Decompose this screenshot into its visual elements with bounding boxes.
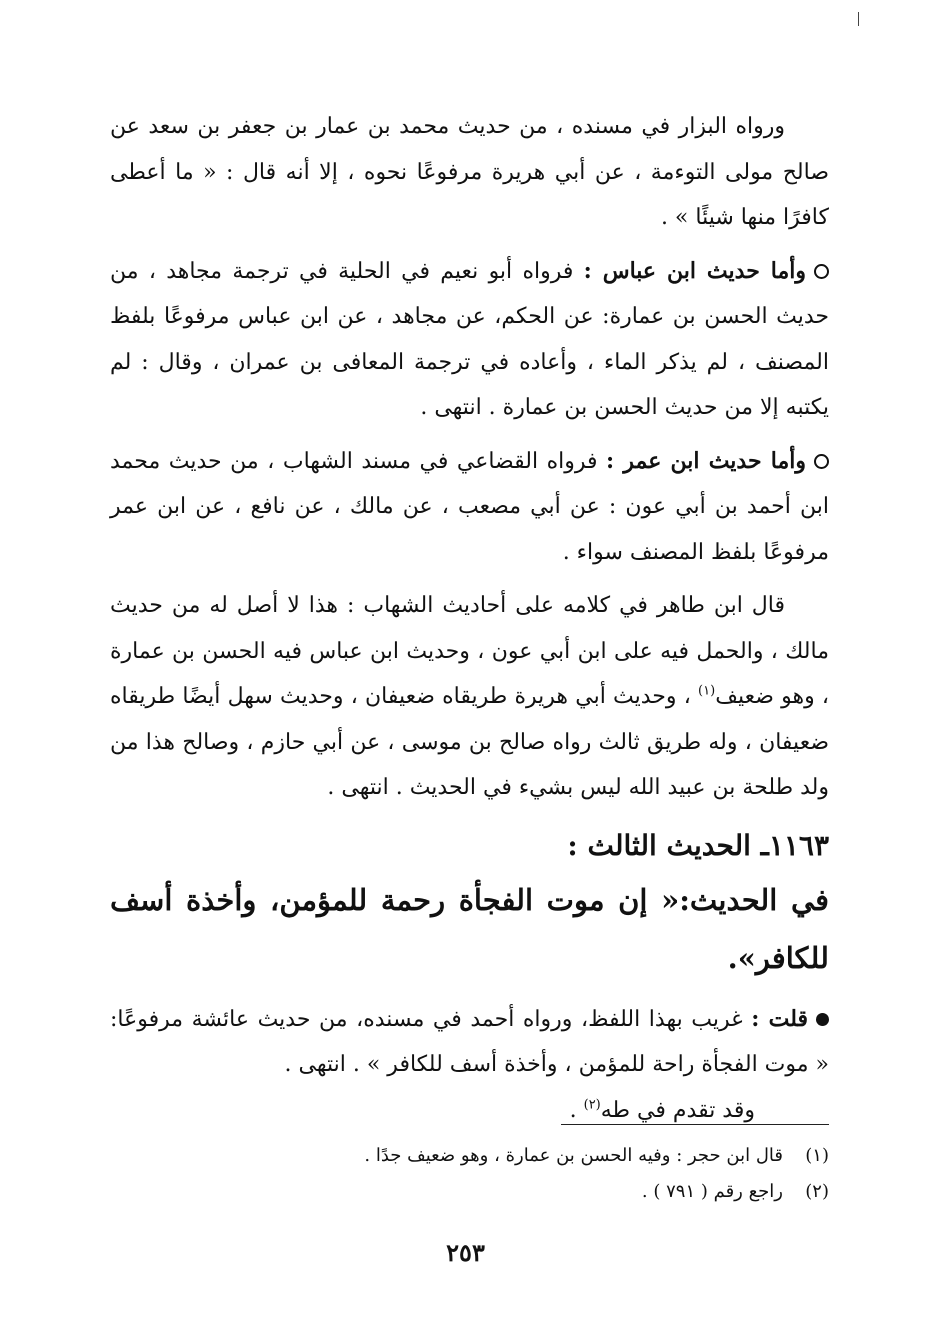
footnote-text: قال ابن حجر : وفيه الحسن بن عمارة ، وهو ضعيف جدًا . — [364, 1145, 783, 1166]
footnote-reference[interactable]: (٢) — [583, 1097, 601, 1113]
footnote-item — [110, 1174, 829, 1210]
qult-tail-text: وقد تقدم في طه — [600, 1097, 755, 1123]
paragraph-text: فرواه أبو نعيم في الحلية في ترجمة مجاهد ، من حديث الحسن بن عمارة: عن الحكم، عن مجاهد ، عن ابن عباس مرفوعًا بلفظ المصنف ، لم يذكر الماء ، وأعاده في ترجمة المعافى بن عمران ، وقال : لم يكتبه إلا من حديث الحسن بن عمارة . انتهى . — [110, 258, 829, 420]
paragraph-ibn-abbas — [110, 249, 829, 431]
paragraph-ibn-tahir — [110, 583, 829, 811]
qult-paragraph — [110, 997, 829, 1088]
qult-lead: قلت : — [751, 1005, 808, 1032]
qult-text: غريب بهذا اللفظ، ورواه أحمد في مسنده، من حديث عائشة مرفوعًا: « موت الفجأة راحة للمؤمن ، وأخذة أسف للكافر » . انتهى . — [110, 1006, 829, 1077]
circle-icon — [814, 454, 829, 469]
main-text — [110, 104, 829, 1133]
footnotes — [110, 1138, 829, 1210]
footnote-reference[interactable]: (١) — [698, 683, 716, 699]
footnote-divider — [561, 1124, 829, 1125]
footnote-item — [110, 1138, 829, 1174]
paragraph-lead: وأما حديث ابن عمر : — [606, 447, 806, 474]
paragraph-text: فرواه القضاعي في مسند الشهاب ، من حديث محمد ابن أحمد بن أبي عون : عن أبي مصعب ، عن مالك ، عن نافع ، عن ابن عمر مرفوعًا بلفظ المصنف سواء . — [110, 448, 829, 565]
footnote-number: (١) — [805, 1145, 829, 1166]
paragraph-ibn-umar — [110, 439, 829, 576]
qult-tail — [110, 1088, 829, 1134]
paragraph-bazzar — [110, 104, 829, 241]
bullet-icon — [816, 1013, 829, 1026]
paragraph-lead: وأما حديث ابن عباس : — [583, 257, 806, 284]
paragraph-text: ، وحديث أبي هريرة طريقاه ضعيفان ، وحديث سهل أيضًا طريقاه ضعيفان ، وله طريق ثالث رواه صالح بن موسى ، عن أبي حازم ، وصالح هذا من ولد طلحة بن عبيد الله ليس بشيء في الحديث . انتهى . — [110, 684, 829, 800]
page-number: ٢٥٣ — [446, 1238, 485, 1267]
footnote-text: راجع رقم ( ٧٩١ ) . — [641, 1181, 783, 1202]
qult-tail-end: . — [569, 1097, 584, 1123]
paragraph-text: ورواه البزار في مسنده ، من حديث محمد بن عمار بن جعفر بن سعد عن صالح مولى التوءمة ، عن أبي هريرة مرفوعًا نحوه ، إلا أنه قال : « ما أعطى كافرًا منها شيئًا » . — [110, 114, 829, 230]
footnote-number: (٢) — [805, 1181, 829, 1202]
scan-tick-mark — [858, 12, 859, 26]
hadith-heading: ١١٦٣ـ الحديث الثالث : — [567, 828, 829, 862]
hadith-text: في الحديث:« إن موت الفجأة رحمة للمؤمن، وأخذة أسف للكافر». — [110, 882, 829, 975]
paragraph-text: قال ابن طاهر في كلامه على أحاديث الشهاب : هذا لا أصل له من حديث مالك ، والحمل فيه على ابن أبي عون ، وحديث ابن عباس فيه الحسن بن عمارة ، وهو ضعيف — [110, 593, 830, 709]
circle-icon — [814, 264, 829, 279]
